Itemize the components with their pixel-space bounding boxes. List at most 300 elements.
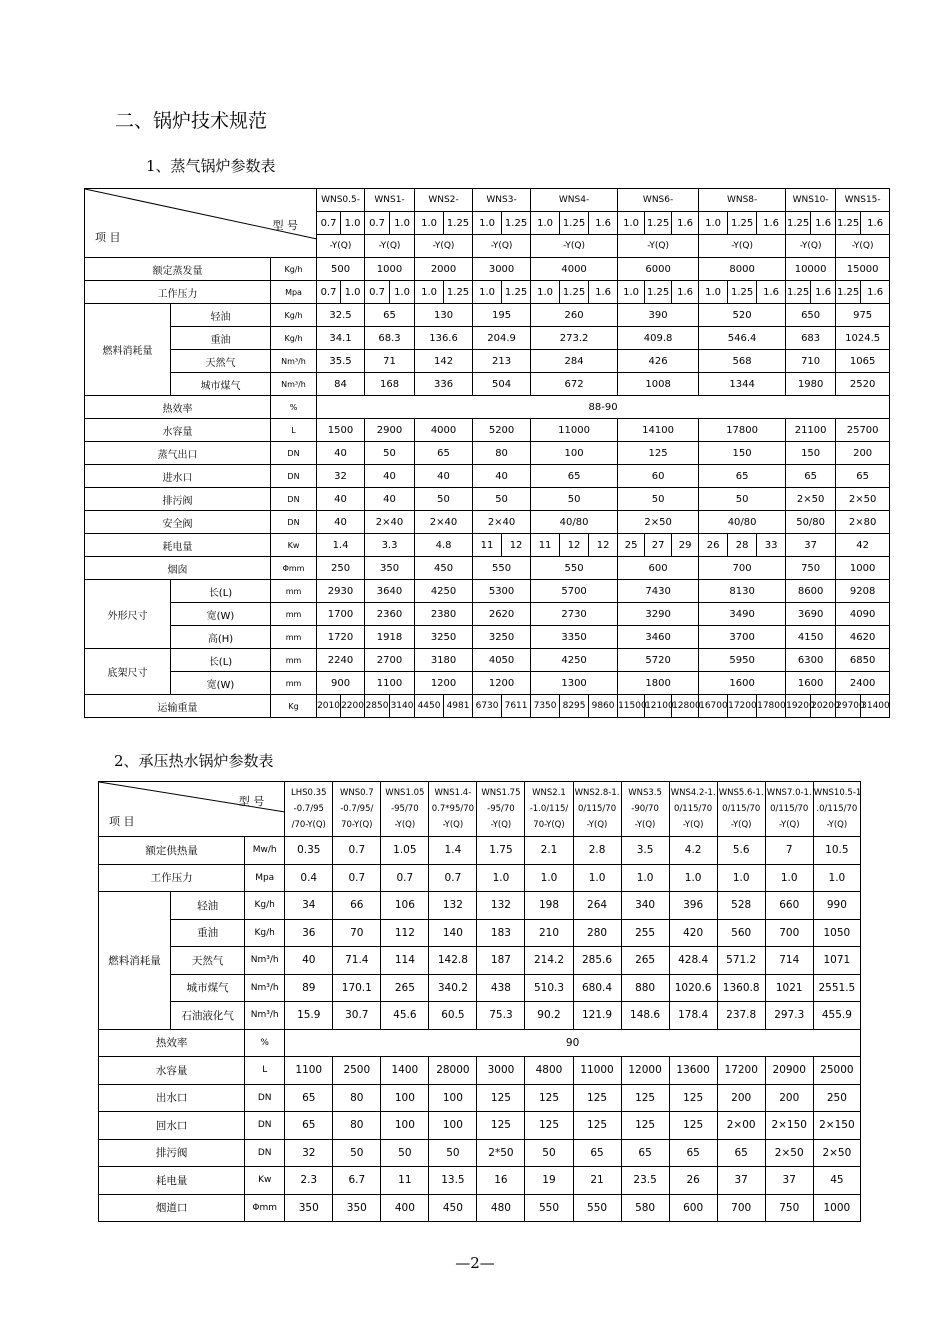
cell-value: 1.4 (429, 837, 477, 865)
model-pressure: 1.0 (341, 212, 365, 235)
corner-model-label: 型 号 (272, 219, 299, 232)
row-unit: mm (271, 626, 317, 649)
table-row (85, 534, 919, 557)
cell-value: 3000 (473, 258, 531, 281)
cell-value: 11500 (618, 695, 645, 718)
row-unit: Φmm (245, 1194, 285, 1222)
cell-value: 8295 (560, 695, 589, 718)
model-line: 0.7*95/70 (431, 804, 475, 814)
cell-value: 1065 (836, 350, 890, 373)
cell-value: 100 (531, 442, 618, 465)
cell-value: 680.4 (573, 974, 621, 1002)
model-pressure: 1.6 (811, 212, 836, 235)
cell-value: 4090 (836, 603, 890, 626)
model-pressure: 1.6 (757, 212, 786, 235)
cell-value: 480 (477, 1194, 525, 1222)
cell-value: 4000 (531, 258, 618, 281)
cell-value: 40 (317, 488, 365, 511)
cell-value: 80 (333, 1112, 381, 1140)
model-line: WNS10.5-1 (813, 788, 862, 798)
model-pressure: 1.25 (786, 212, 811, 235)
cell-value: 683 (786, 327, 836, 350)
cell-value: 40 (415, 465, 473, 488)
row-unit: Mw/h (245, 837, 285, 865)
model-pressure: 1.6 (589, 212, 618, 235)
cell-value: 0.7 (365, 281, 390, 304)
cell-value: 50 (429, 1139, 477, 1167)
cell-value: 12 (502, 534, 531, 557)
cell-value: 520 (699, 304, 786, 327)
model-name (573, 782, 621, 837)
cell-value: 2×50 (618, 511, 699, 534)
table-row (99, 1112, 861, 1140)
row-unit: mm (271, 672, 317, 695)
model-name: WNS8- (699, 189, 786, 212)
row-unit: L (245, 1057, 285, 1085)
model-pressure: 1.0 (473, 212, 502, 235)
cell-value: 65 (285, 1112, 333, 1140)
cell-value: 65 (365, 304, 415, 327)
cell-value: 1021 (765, 974, 813, 1002)
row-unit: % (271, 396, 317, 419)
cell-value: 2.3 (285, 1167, 333, 1195)
cell-value: 550 (531, 557, 618, 580)
model-line: WNS2.8-1. (574, 788, 620, 798)
cell-value: 1.6 (811, 281, 836, 304)
cell-value: 1.75 (477, 837, 525, 865)
cell-value: 600 (669, 1194, 717, 1222)
cell-value: 125 (477, 1112, 525, 1140)
cell-value: 1.6 (672, 281, 699, 304)
table-row (85, 442, 919, 465)
cell-value: 65 (415, 442, 473, 465)
cell-value: 148.6 (621, 1002, 669, 1030)
cell-value: 1.25 (786, 281, 811, 304)
cell-value: 2520 (836, 373, 890, 396)
cell-value: 750 (786, 557, 836, 580)
cell-value: 2×40 (473, 511, 531, 534)
model-name: WNS6- (618, 189, 699, 212)
cell-value: 2620 (473, 603, 531, 626)
cell-value: 125 (621, 1084, 669, 1112)
row-unit: mm (271, 580, 317, 603)
cell-value: 255 (621, 919, 669, 947)
cell-value: 1344 (699, 373, 786, 396)
cell-value: 6.7 (333, 1167, 381, 1195)
cell-value: 710 (786, 350, 836, 373)
cell-value: 11 (473, 534, 502, 557)
cell-value: 65 (573, 1139, 621, 1167)
model-name (381, 782, 429, 837)
model-line: WNS5.6-1. (718, 788, 764, 798)
model-line: -Y(Q) (730, 820, 752, 830)
cell-value: 0.4 (285, 864, 333, 892)
cell-value: 80 (473, 442, 531, 465)
cell-value: 5700 (531, 580, 618, 603)
cell-value: 2000 (415, 258, 473, 281)
cell-value: 210 (525, 919, 573, 947)
cell-value: 10000 (786, 258, 836, 281)
dimension-group: 外形尺寸 (85, 580, 171, 649)
cell-value: 13.5 (429, 1167, 477, 1195)
cell-value: 1.0 (573, 864, 621, 892)
cell-value: 1400 (381, 1057, 429, 1085)
cell-value: 700 (717, 1194, 765, 1222)
cell-value: 1.25 (560, 281, 589, 304)
row-label: 运输重量 (85, 695, 271, 718)
model-name: WNS4- (531, 189, 618, 212)
table-row (99, 837, 861, 865)
row-label: 高(H) (171, 626, 271, 649)
table-row (85, 465, 919, 488)
row-label: 轻油 (171, 304, 271, 327)
cell-value: 0.7 (429, 864, 477, 892)
model-line: -Y(Q) (682, 820, 704, 830)
cell-value: 125 (525, 1112, 573, 1140)
row-label: 回水口 (99, 1112, 245, 1140)
cell-value: 1.0 (390, 281, 415, 304)
cell-value: 2010 (317, 695, 341, 718)
cell-value: 3250 (415, 626, 473, 649)
row-label: 城市煤气 (171, 373, 271, 396)
cell-value: 438 (477, 974, 525, 1002)
model-pressure: 1.0 (618, 212, 645, 235)
steam-boiler-table (84, 188, 919, 718)
cell-value: 396 (669, 892, 717, 920)
cell-value: 1.0 (531, 281, 560, 304)
cell-value: 990 (813, 892, 860, 920)
cell-value: 2240 (317, 649, 365, 672)
cell-value: 100 (429, 1112, 477, 1140)
cell-value: 26 (699, 534, 728, 557)
cell-value: 170.1 (333, 974, 381, 1002)
cell-value: 12 (589, 534, 618, 557)
cell-value: 140 (429, 919, 477, 947)
cell-value: 1.6 (757, 281, 786, 304)
table-row (99, 1084, 861, 1112)
cell-value: 15.9 (285, 1002, 333, 1030)
row-unit: DN (245, 1112, 285, 1140)
row-unit: Kg/h (245, 919, 285, 947)
cell-value: 142 (415, 350, 473, 373)
cell-value: 40/80 (531, 511, 618, 534)
cell-value: 200 (836, 442, 890, 465)
table-row (85, 350, 919, 373)
cell-value: 12000 (621, 1057, 669, 1085)
cell-value: 40 (365, 465, 415, 488)
model-line: WNS0.7 (339, 788, 374, 798)
cell-value: 4000 (415, 419, 473, 442)
row-label: 重油 (171, 327, 271, 350)
cell-value: 1050 (813, 919, 860, 947)
row-unit: DN (271, 442, 317, 465)
model-pressure: 1.0 (699, 212, 728, 235)
row-unit: % (245, 1029, 285, 1057)
cell-value: 200 (717, 1084, 765, 1112)
cell-value: 2×80 (836, 511, 890, 534)
cell-value: 510.3 (525, 974, 573, 1002)
table-corner-header (99, 782, 285, 837)
cell-value: 3140 (390, 695, 415, 718)
row-label: 排污阀 (99, 1139, 245, 1167)
cell-value: 125 (573, 1112, 621, 1140)
steam-table-title: 1、蒸气锅炉参数表 (146, 157, 276, 175)
cell-value: 6000 (618, 258, 699, 281)
cell-value: 121.9 (573, 1002, 621, 1030)
model-line: -90/70 (631, 804, 659, 814)
row-unit: Kw (271, 534, 317, 557)
cell-value: 2400 (836, 672, 890, 695)
cell-value: 528 (717, 892, 765, 920)
cell-value: 8130 (699, 580, 786, 603)
cell-value: 1700 (317, 603, 365, 626)
cell-value: 1.4 (317, 534, 365, 557)
cell-value: 390 (618, 304, 699, 327)
cell-value: 4450 (415, 695, 444, 718)
cell-value: 237.8 (717, 1002, 765, 1030)
model-suffix: -Y(Q) (699, 235, 786, 258)
cell-value: 1071 (813, 947, 860, 975)
model-pressure: 1.25 (560, 212, 589, 235)
table-row (99, 1194, 861, 1222)
cell-value: 125 (477, 1084, 525, 1112)
table-row (85, 557, 919, 580)
cell-value: 1000 (836, 557, 890, 580)
cell-value: 40 (365, 488, 415, 511)
cell-value: 4800 (525, 1057, 573, 1085)
model-name (621, 782, 669, 837)
cell-value: 6300 (786, 649, 836, 672)
model-line: -95/70 (487, 804, 515, 814)
model-name: WNS10- (786, 189, 836, 212)
row-unit: Φmm (271, 557, 317, 580)
cell-value: 2.1 (525, 837, 573, 865)
cell-value: 32.5 (317, 304, 365, 327)
row-unit: Mpa (271, 281, 317, 304)
table-row (85, 649, 919, 672)
cell-value: 6850 (836, 649, 890, 672)
cell-value: 3690 (786, 603, 836, 626)
cell-value: 66 (333, 892, 381, 920)
cell-value: 11 (531, 534, 560, 557)
cell-value: 40 (317, 511, 365, 534)
model-line: -Y(Q) (634, 820, 656, 830)
table-row (85, 672, 919, 695)
hot-water-boiler-table (98, 781, 861, 1222)
cell-value: 1100 (365, 672, 415, 695)
model-line: -0.7/95/ (340, 804, 374, 814)
cell-value: 10.5 (813, 837, 860, 865)
model-name (813, 782, 860, 837)
page-number: —2— (455, 1254, 495, 1272)
section-heading: 二、锅炉技术规范 (115, 110, 268, 132)
cell-value: 650 (786, 304, 836, 327)
row-label: 水容量 (85, 419, 271, 442)
row-label: 石油液化气 (171, 1002, 245, 1030)
row-label: 轻油 (171, 892, 245, 920)
cell-value: 183 (477, 919, 525, 947)
cell-value: 0.7 (333, 864, 381, 892)
model-name (333, 782, 381, 837)
cell-value: 50 (415, 488, 473, 511)
model-line: -0.7/95 (293, 804, 324, 814)
model-line: WNS1.75 (481, 788, 521, 798)
table-row (99, 974, 861, 1002)
cell-value: 40/80 (699, 511, 786, 534)
cell-value: 3.5 (621, 837, 669, 865)
model-line: 0/115/70 (770, 804, 809, 814)
cell-value: 2730 (531, 603, 618, 626)
cell-value: 1200 (415, 672, 473, 695)
cell-value: 273.2 (531, 327, 618, 350)
cell-value: 65 (717, 1139, 765, 1167)
cell-value: 25 (618, 534, 645, 557)
cell-value: 136.6 (415, 327, 473, 350)
cell-value: 1.05 (381, 837, 429, 865)
row-unit: DN (271, 511, 317, 534)
cell-value: 8600 (786, 580, 836, 603)
cell-value: 75.3 (477, 1002, 525, 1030)
cell-value: 3250 (473, 626, 531, 649)
cell-value: 1.0 (765, 864, 813, 892)
cell-value: 450 (429, 1194, 477, 1222)
cell-value: 600 (618, 557, 699, 580)
row-unit: Nm³/h (245, 947, 285, 975)
cell-value: 1.6 (861, 281, 890, 304)
row-unit: mm (271, 649, 317, 672)
cell-value: 213 (473, 350, 531, 373)
row-unit: Nm³/h (271, 350, 317, 373)
cell-value: 2×00 (717, 1112, 765, 1140)
cell-value: 100 (429, 1084, 477, 1112)
table-row (85, 695, 919, 718)
model-line: -Y(Q) (826, 820, 848, 830)
cell-value: 26 (669, 1167, 717, 1195)
row-label: 重油 (171, 919, 245, 947)
cell-value: 1720 (317, 626, 365, 649)
cell-value: 70 (333, 919, 381, 947)
cell-value: 150 (699, 442, 786, 465)
model-line: WNS1.05 (385, 788, 425, 798)
cell-value: 27 (645, 534, 672, 557)
cell-value: 5950 (699, 649, 786, 672)
model-line: -Y(Q) (394, 820, 416, 830)
table-row (99, 947, 861, 975)
cell-value: 50 (333, 1139, 381, 1167)
cell-value: 112 (381, 919, 429, 947)
row-label: 蒸气出口 (85, 442, 271, 465)
cell-value: 15000 (836, 258, 890, 281)
cell-value: 1600 (699, 672, 786, 695)
model-name (669, 782, 717, 837)
model-line: /70-Y(Q) (291, 820, 326, 830)
cell-value: 4250 (531, 649, 618, 672)
row-unit: Kg/h (271, 327, 317, 350)
cell-value: 204.9 (473, 327, 531, 350)
cell-value: 1000 (813, 1194, 860, 1222)
cell-value: 1.0 (699, 281, 728, 304)
model-line: 0/115/70 (577, 804, 617, 814)
cell-value: 40 (285, 947, 333, 975)
cell-value: 198 (525, 892, 573, 920)
cell-value: 2380 (415, 603, 473, 626)
table-row (85, 626, 919, 649)
cell-value: 84 (317, 373, 365, 396)
row-label: 排污阀 (85, 488, 271, 511)
row-label: 天然气 (171, 947, 245, 975)
cell-value: 546.4 (699, 327, 786, 350)
table-row (85, 580, 919, 603)
cell-value: 4620 (836, 626, 890, 649)
model-name (765, 782, 813, 837)
cell-value: 571.2 (717, 947, 765, 975)
cell-value: 28 (728, 534, 757, 557)
cell-value: 975 (836, 304, 890, 327)
model-name: WNS2- (415, 189, 473, 212)
model-name (285, 782, 333, 837)
model-name: WNS0.5- (317, 189, 365, 212)
cell-value: 409.8 (618, 327, 699, 350)
cell-value: 1.0 (669, 864, 717, 892)
row-label: 额定蒸发量 (85, 258, 271, 281)
fuel-consumption-group: 燃料消耗量 (99, 892, 171, 1030)
cell-value: 1.0 (621, 864, 669, 892)
cell-value: 65 (621, 1139, 669, 1167)
model-pressure: 1.6 (672, 212, 699, 235)
cell-value: 11000 (531, 419, 618, 442)
cell-value: 580 (621, 1194, 669, 1222)
model-name: WNS3- (473, 189, 531, 212)
cell-value: 60.5 (429, 1002, 477, 1030)
cell-value: 2850 (365, 695, 390, 718)
model-line: 70-Y(Q) (341, 820, 373, 830)
row-unit: Mpa (245, 864, 285, 892)
table-row (85, 488, 919, 511)
cell-value: 4050 (473, 649, 531, 672)
cell-value: 33 (757, 534, 786, 557)
cell-value: 3.3 (365, 534, 415, 557)
cell-value: 265 (621, 947, 669, 975)
cell-value: 9860 (589, 695, 618, 718)
cell-value: 2×40 (415, 511, 473, 534)
cell-value: 2×50 (813, 1139, 860, 1167)
cell-value: 45 (813, 1167, 860, 1195)
cell-value: 65 (531, 465, 618, 488)
cell-value: 420 (669, 919, 717, 947)
cell-value: 34.1 (317, 327, 365, 350)
model-pressure: 1.25 (444, 212, 473, 235)
model-suffix: -Y(Q) (415, 235, 473, 258)
cell-value: 125 (573, 1084, 621, 1112)
model-line: -Y(Q) (490, 820, 512, 830)
cell-value: 250 (317, 557, 365, 580)
cell-value: 50 (618, 488, 699, 511)
cell-value: 550 (473, 557, 531, 580)
cell-value: 178.4 (669, 1002, 717, 1030)
cell-value: 88-90 (317, 396, 890, 419)
model-pressure: 1.25 (645, 212, 672, 235)
cell-value: 17800 (757, 695, 786, 718)
cell-value: 29700 (836, 695, 861, 718)
cell-value: 71.4 (333, 947, 381, 975)
cell-value: 37 (765, 1167, 813, 1195)
cell-value: 37 (786, 534, 836, 557)
cell-value: 19 (525, 1167, 573, 1195)
cell-value: 1918 (365, 626, 415, 649)
cell-value: 1008 (618, 373, 699, 396)
model-line: WNS7.0-1. (766, 788, 812, 798)
cell-value: 265 (381, 974, 429, 1002)
